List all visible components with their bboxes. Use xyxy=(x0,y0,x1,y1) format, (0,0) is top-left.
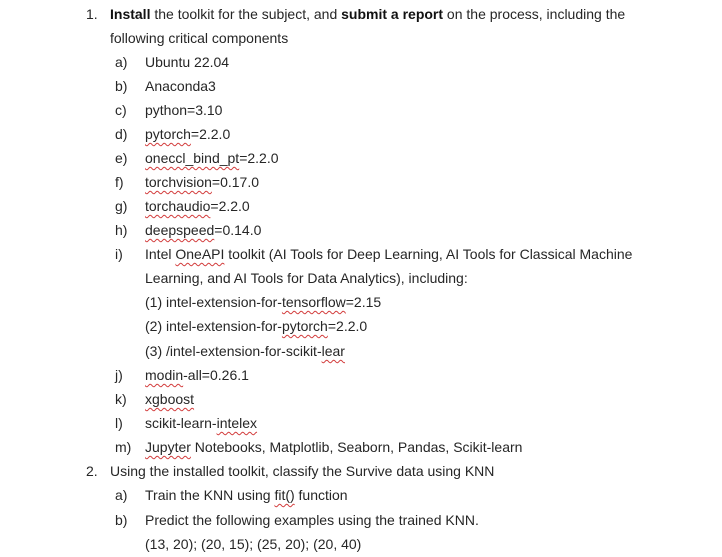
item-i-pre: Intel xyxy=(145,246,176,262)
item-g-rest: =2.2.0 xyxy=(210,198,250,214)
spell-underlined-word: torchaudio xyxy=(145,198,211,214)
item-m-text xyxy=(145,438,522,456)
q2-number: 2. xyxy=(86,463,98,479)
q1-install-bold: Install xyxy=(110,6,151,22)
item-e-marker: e) xyxy=(115,150,128,166)
item-k-marker: k) xyxy=(115,391,127,407)
item-d-rest: =2.2.0 xyxy=(190,126,231,142)
item-i-sub1-pre: (1) intel-extension-for- xyxy=(145,294,282,310)
item-f-text xyxy=(145,173,259,191)
q2-text: Using the installed toolkit, classify the Survive data using KNN xyxy=(110,463,495,479)
item-e-rest: =2.2.0 xyxy=(239,150,279,166)
item-l-text xyxy=(145,414,257,432)
spell-underlined-word: fit() xyxy=(274,487,295,503)
spell-underlined-word: modin xyxy=(145,367,184,383)
q2-item-b-marker: b) xyxy=(115,512,128,528)
q1-text-line2: following critical components xyxy=(110,30,289,46)
item-i-sub3 xyxy=(145,342,345,360)
spell-underlined-word: deepspeed xyxy=(145,222,215,238)
item-m-marker: m) xyxy=(115,439,132,455)
item-m-rest: Notebooks, Matplotlib, Seaborn, Pandas, Scikit-learn xyxy=(190,439,523,455)
item-j-text xyxy=(145,366,249,384)
item-l-pre: scikit-learn- xyxy=(145,415,217,431)
spell-underlined-word: pytorch xyxy=(281,318,328,334)
item-j-rest: -all=0.26.1 xyxy=(183,367,249,383)
item-k-text xyxy=(145,390,194,408)
q1-text-line1 xyxy=(110,5,625,23)
item-g-text xyxy=(145,197,250,215)
item-i-sub1 xyxy=(145,293,381,311)
item-i-marker: i) xyxy=(115,246,123,262)
item-g-marker: g) xyxy=(115,198,128,214)
spell-underlined-word: oneccl_bind_pt xyxy=(145,150,240,166)
item-d-text xyxy=(145,125,230,143)
item-b-marker: b) xyxy=(115,78,128,94)
spell-underlined-word: torchvision xyxy=(145,174,212,190)
item-h-marker: h) xyxy=(115,222,128,238)
item-i-sub2-post: =2.2.0 xyxy=(327,318,368,334)
q2-item-b-text: Predict the following examples using the trained KNN. xyxy=(145,512,479,528)
spell-underlined-word: tensorflow xyxy=(281,294,346,310)
spell-underlined-word: lear xyxy=(321,343,345,359)
q1-text-seg: on the process, including the xyxy=(443,6,626,22)
item-c-text: python=3.10 xyxy=(145,102,223,118)
item-b-text: Anaconda3 xyxy=(145,78,216,94)
item-a-marker: a) xyxy=(115,54,128,70)
item-h-text xyxy=(145,221,261,239)
q1-text-seg: the toolkit for the subject, and xyxy=(150,6,342,22)
item-j-marker: j) xyxy=(115,367,123,383)
q2-item-b-examples: (13, 20); (20, 15); (25, 20); (20, 40) xyxy=(145,536,362,552)
item-h-rest: =0.14.0 xyxy=(214,222,262,238)
item-i-text-line1 xyxy=(145,245,632,263)
item-l-marker: l) xyxy=(115,415,123,431)
spell-underlined-word: pytorch xyxy=(145,126,191,142)
item-f-rest: =0.17.0 xyxy=(211,174,260,190)
item-c-marker: c) xyxy=(115,102,127,118)
q1-report-bold: submit a report xyxy=(341,6,444,22)
q1-number: 1. xyxy=(86,6,98,22)
item-a-text: Ubuntu 22.04 xyxy=(145,54,230,70)
item-i-post: toolkit (AI Tools for Deep Learning, AI Tools for Classical Machine xyxy=(224,246,633,262)
item-i-sub2-pre: (2) intel-extension-for- xyxy=(145,318,282,334)
q2-item-a-post: function xyxy=(294,487,348,503)
q2-item-a-pre: Train the KNN using xyxy=(145,487,275,503)
item-f-marker: f) xyxy=(115,174,124,190)
item-i-sub3-pre: (3) /intel-extension-for-scikit- xyxy=(145,343,322,359)
q2-item-a-marker: a) xyxy=(115,487,128,503)
item-i-text-line2: Learning, and AI Tools for Data Analytics), including: xyxy=(145,270,468,286)
spell-underlined-word: xgboost xyxy=(145,391,195,407)
item-d-marker: d) xyxy=(115,126,128,142)
q2-item-a-text xyxy=(145,486,348,504)
item-i-sub2 xyxy=(145,317,367,335)
spell-underlined-word: Jupyter xyxy=(145,439,191,455)
spell-underlined-word: intelex xyxy=(216,415,258,431)
item-e-text xyxy=(145,149,279,167)
item-i-sub1-post: =2.15 xyxy=(345,294,382,310)
spell-underlined-word: OneAPI xyxy=(175,246,225,262)
